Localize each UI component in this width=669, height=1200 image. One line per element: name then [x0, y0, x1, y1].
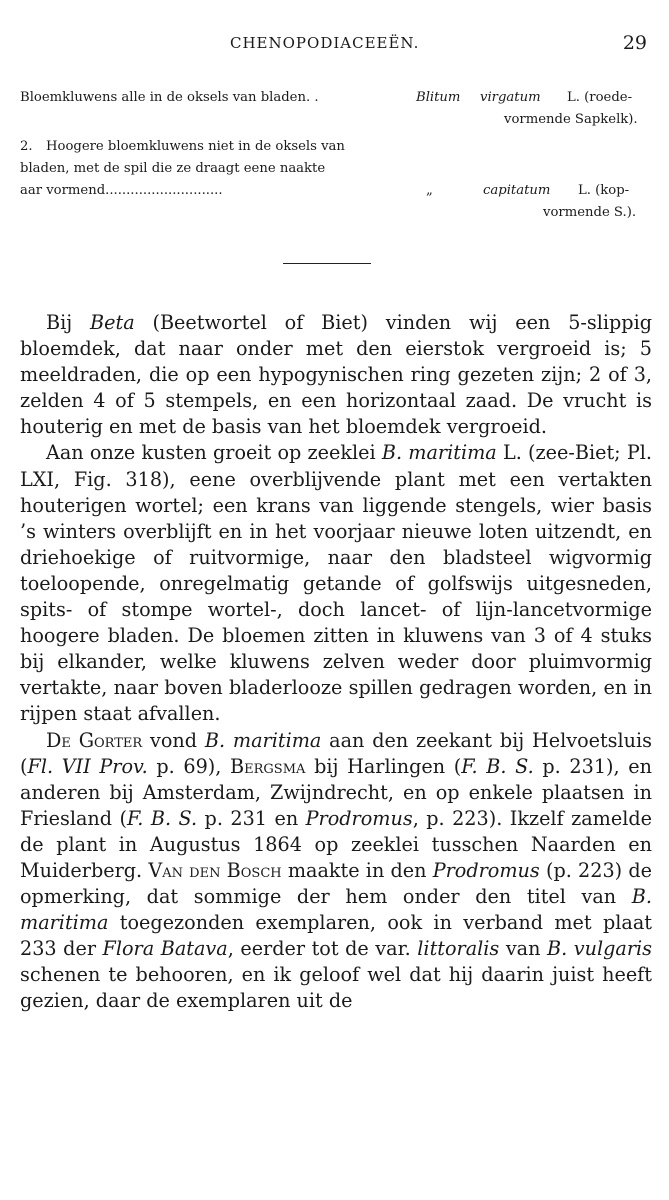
key-entry-2-ditto: „ [426, 183, 433, 198]
species-b-maritima: B. maritima [381, 441, 497, 465]
author-de-gorter: De Gorter [46, 728, 143, 752]
key-entry-2-author: L. (kop- [578, 183, 630, 198]
key-entry-1-species: virgatum [480, 90, 541, 105]
key-entry-1-common-name: vormende Sapkelk). [504, 112, 638, 127]
running-header [0, 34, 669, 58]
key-entry-2-line-1: Hoogere bloemkluwens niet in de oksels van [46, 139, 345, 154]
section-divider [283, 263, 371, 264]
key-entry-2-common-name: vormende S.). [543, 205, 637, 220]
key-entry-1-genus: Blitum [416, 90, 461, 105]
key-entry-2-line-3: aar vormend............................ [20, 183, 223, 198]
genus-beta: Beta [90, 311, 135, 334]
main-text [20, 310, 652, 1015]
author-bergsma: Bergsma [230, 754, 306, 778]
key-entry-2-line-2: bladen, met de spil die ze draagt eene naakte [20, 161, 326, 176]
key-entry-2-number: 2. [20, 139, 33, 154]
paragraph-localities: De Gorter vond B. maritima aan den zeekant bij Helvoetsluis (Fl. VII Prov. p. 69), Bergsma bij Harlingen (F. B. S. p. 231), en anderen bij Amsterdam, Zwijndrecht, en op enkele plaatsen in Friesland (F. B. S. p. 231 en Prodromus, p. 223). Ikzelf zamelde de plant in Augustus 1864 op zeeklei tusschen Naarden en Muiderberg. Van den Bosch maakte in den Prodromus (p. 223) de opmerking, dat sommige der hem onder den titel van B. maritima toegezonden exemplaren, ook in verband met plaat 233 der Flora Batava, eerder tot de var. littoralis van B. vulgaris schenen te behooren, en ik geloof wel dat hij daarin juist heeft gezien, daar de exemplaren uit de [20, 728, 653, 1013]
author-van-den-bosch: Van den Bosch [148, 858, 282, 882]
paragraph-beta: Bij Beta (Beetwortel of Biet) vinden wij een 5-slippig bloemdek, dat naar onder met den eierstok vergroeid is; 5 meeldraden, die op een hypogynischen ring gezeten zijn; 2 of 3, zelden 4 of 5 stempels, en een horizontaal zaad. De vrucht is houterig en met de basis van het bloemdek vergroeid. [20, 311, 652, 439]
key-entry-1-author: L. (roede- [567, 90, 633, 105]
key-entry-2-species: capitatum [483, 183, 551, 198]
paragraph-maritima: Aan onze kusten groeit op zeeklei B. maritima L. (zee-Biet; Pl. LXI, Fig. 318), eene overblijvende plant met een vertakten houterigen wortel; een krans van liggende stengels, wier basis ’s winters overblijft en in het voorjaar nieuwe loten uitzendt, en driehoekige of ruitvormige, naar den bladsteel wigvormig toeloopende, onregelmatig getande of golfswijs uitgesneden, spits- of stompe wortel-, doch lancet- of lijn-lancetvormige hoogere bladen. De bloemen zitten in kluwens van 3 of 4 stuks bij elkander, welke kluwens zelven weder door pluimvormig vertakte, naar boven bladerlooze spillen gedragen worden, en in rijpen staat afvallen. [20, 441, 653, 726]
page-number: 29 [622, 32, 647, 54]
key-entry-1-text: Bloemkluwens alle in de oksels van bladen. . [20, 90, 319, 105]
running-title: CHENOPODIACEEËN. [230, 34, 420, 52]
